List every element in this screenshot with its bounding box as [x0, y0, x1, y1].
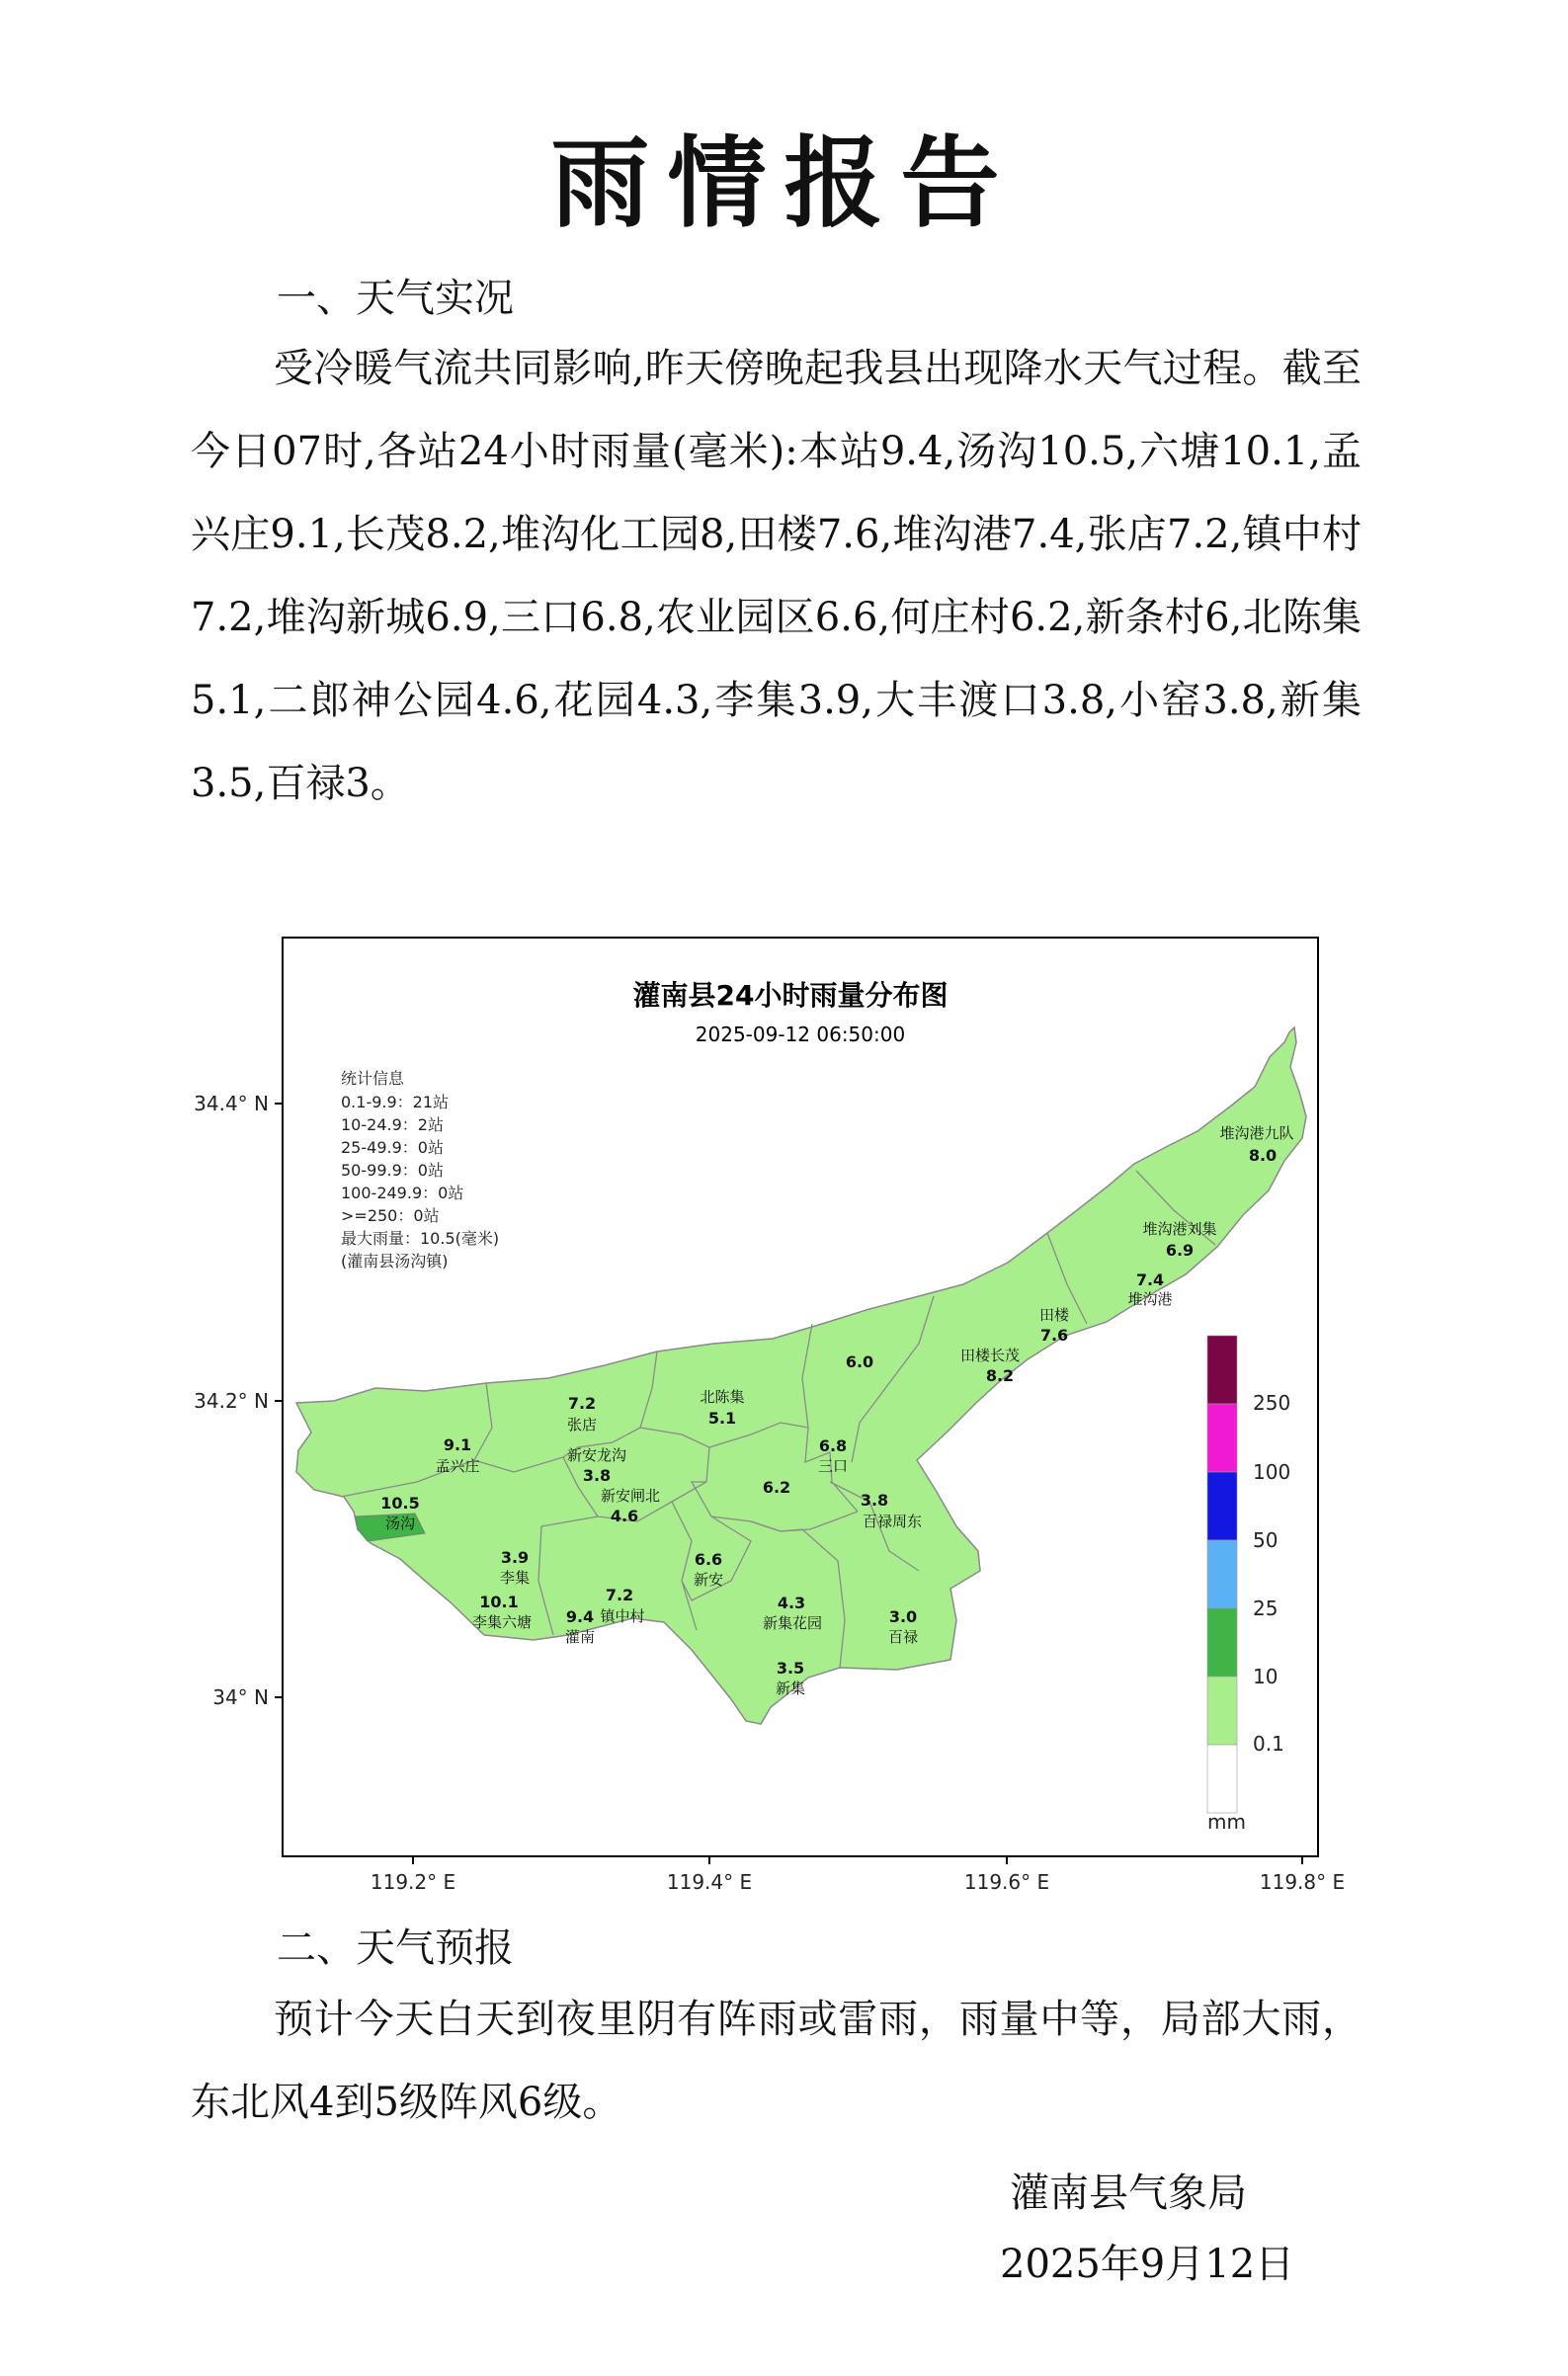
station-name: 李集: [499, 1569, 531, 1587]
stats-line: (灌南县汤沟镇): [341, 1252, 449, 1270]
legend-swatch: [1207, 1745, 1237, 1813]
station-value: 3.8: [860, 1491, 889, 1510]
station-value: 6.0: [845, 1352, 874, 1371]
legend-swatch: [1207, 1472, 1237, 1540]
station-name: 新安: [693, 1571, 724, 1589]
map-subtitle: 2025-09-12 06:50:00: [695, 1023, 906, 1046]
station-value: 6.2: [762, 1478, 791, 1497]
station-name: 李集六塘: [471, 1613, 533, 1631]
station-value: 3.5: [776, 1659, 805, 1678]
station-value: 6.8: [818, 1436, 848, 1455]
section-heading-forecast: 二、天气预报: [277, 1925, 514, 1971]
station-name: 三口: [817, 1457, 849, 1475]
legend-swatch: [1207, 1336, 1237, 1404]
station-value: 9.4: [565, 1607, 595, 1626]
station-name: 北陈集: [700, 1388, 745, 1406]
station-value: 6.9: [1165, 1241, 1195, 1260]
station-name: 灌南: [564, 1628, 596, 1646]
forecast-paragraph: 预计今天白天到夜里阴有阵雨或雷雨，雨量中等，局部大雨，东北风4到5级阵风6级。: [191, 1997, 1362, 2125]
section-heading-weather-observation: 一、天气实况: [277, 276, 514, 321]
observation-paragraph: 受冷暖气流共同影响,昨天傍晚起我县出现降水天气过程。截至今日07时,各站24小时雨量(毫米):本站9.4,汤沟10.5,六塘10.1,孟兴庄9.1,长茂8.2,堆沟化工园8,田楼7.6,堆沟港7.4,张店7.2,镇中村7.2,堆沟新城6.9,三口6.8,农业园区6.6,何庄村6.2,新条村6,北陈集5.1,二郎神公园4.6,花园4.3,李集3.9,大丰渡口3.8,小窑3.8,新集3.5,百禄3。: [191, 346, 1362, 806]
station-value: 4.3: [777, 1594, 806, 1612]
stats-line: 100-249.9：0站: [341, 1184, 464, 1202]
station-value: 5.1: [707, 1409, 737, 1428]
station-value: 3.9: [500, 1548, 530, 1567]
y-tick-label: 34° N: [212, 1685, 269, 1709]
station-name: 百禄周东: [862, 1513, 923, 1530]
y-tick-label: 34.2° N: [194, 1389, 269, 1413]
stats-line: 50-99.9：0站: [341, 1161, 444, 1180]
station-name: 堆沟港刘集: [1142, 1220, 1217, 1238]
station-name: 镇中村: [600, 1607, 645, 1625]
x-tick-label: 119.6° E: [963, 1870, 1050, 1894]
stats-line: 10-24.9：2站: [341, 1115, 444, 1134]
stats-line: 25-49.9：0站: [341, 1138, 444, 1157]
station-value: 8.0: [1248, 1146, 1278, 1165]
station-name: 田楼长茂: [959, 1347, 1021, 1364]
station-value: 7.2: [605, 1586, 634, 1604]
stats-line: 0.1-9.9：21站: [341, 1093, 450, 1111]
legend-colorbar: [1207, 1336, 1237, 1813]
station-value: 7.6: [1039, 1326, 1069, 1345]
station-value: 7.4: [1135, 1270, 1165, 1289]
legend-label: 10: [1253, 1665, 1279, 1688]
legend-label: 25: [1253, 1597, 1279, 1620]
station-value: 10.5: [380, 1494, 420, 1513]
station-name: 新安龙沟: [566, 1446, 627, 1464]
stats-line: 最大雨量：10.5(毫米): [341, 1229, 500, 1248]
station-value: 3.8: [582, 1466, 612, 1485]
station-name: 堆沟港: [1127, 1290, 1173, 1308]
station-name: 堆沟港九队: [1219, 1124, 1294, 1142]
y-tick-label: 34.4° N: [194, 1092, 269, 1115]
station-name: 孟兴庄: [435, 1457, 480, 1475]
stats-heading: 统计信息: [341, 1069, 405, 1088]
station-value: 6.6: [694, 1550, 723, 1569]
station-value: 8.2: [985, 1366, 1015, 1385]
station-value: 10.1: [479, 1593, 519, 1611]
legend-label: 50: [1253, 1528, 1279, 1552]
signature-agency: 灌南县气象局: [1010, 2171, 1247, 2216]
station-name: 张店: [566, 1416, 598, 1434]
page-title: 雨情报告: [550, 125, 1018, 241]
legend-label: 250: [1253, 1391, 1291, 1415]
x-tick-label: 119.2° E: [370, 1870, 456, 1894]
station-value: 3.0: [888, 1607, 918, 1626]
station-name: 新集花园: [762, 1614, 823, 1632]
legend-label: 100: [1253, 1460, 1291, 1484]
x-tick-label: 119.8° E: [1259, 1870, 1346, 1894]
station-name: 田楼: [1038, 1306, 1070, 1324]
x-tick-label: 119.4° E: [666, 1870, 753, 1894]
station-value: 7.2: [567, 1394, 597, 1413]
station-value: 4.6: [610, 1507, 639, 1525]
legend-label: 0.1: [1253, 1732, 1284, 1756]
signature-date: 2025年9月12日: [1000, 2242, 1295, 2287]
legend-unit: mm: [1207, 1810, 1246, 1834]
station-name: 百禄: [887, 1628, 919, 1646]
legend-swatch: [1207, 1608, 1237, 1677]
legend-swatch: [1207, 1540, 1237, 1608]
legend-swatch: [1207, 1677, 1237, 1745]
stats-line: >=250：0站: [341, 1206, 440, 1225]
station-name: 新集: [775, 1680, 806, 1697]
station-name: 汤沟: [384, 1515, 416, 1532]
legend-swatch: [1207, 1404, 1237, 1472]
map-title: 灌南县24小时雨量分布图: [632, 979, 949, 1012]
station-name: 新安闸北: [600, 1487, 661, 1505]
station-value: 9.1: [443, 1435, 472, 1454]
